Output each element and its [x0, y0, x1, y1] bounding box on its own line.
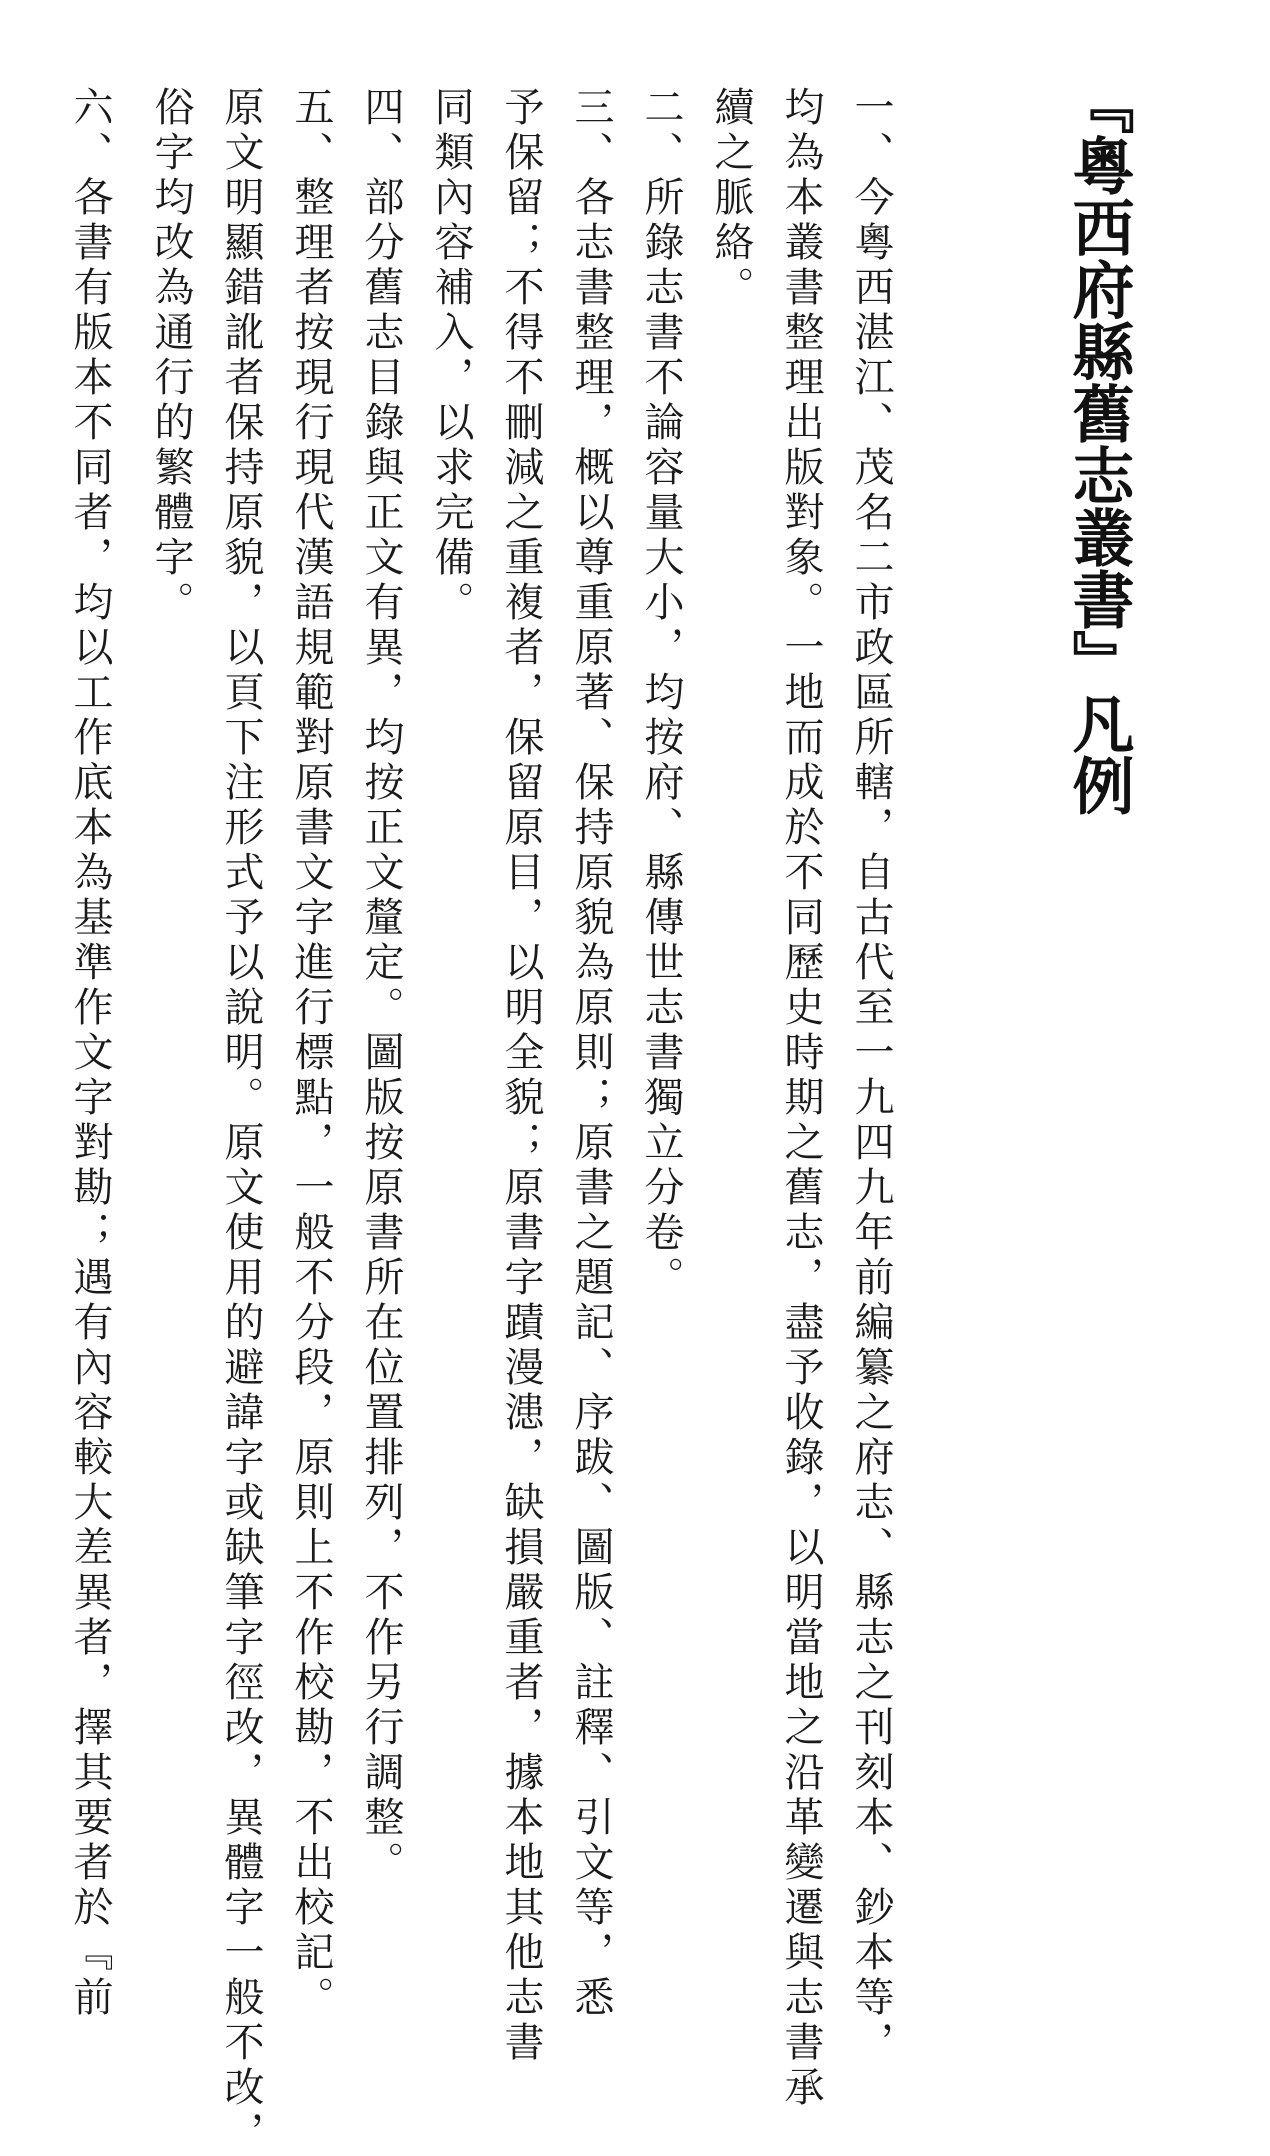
text-column-4: 二、所錄志書不論容量大小，均按府、縣傳世志書獨立分卷。 [638, 86, 684, 1301]
text-column-1: 一、今粵西湛江、茂名二市政區所轄，自古代至一九四九年前編纂之府志、縣志之刊刻本、鈔本等， [848, 86, 894, 2066]
text-column-10: 原文明顯錯訛者保持原貌，以頁下注形式予以說明。原文使用的避諱字或缺筆字徑改，異體字一般不改， [218, 86, 264, 2156]
page-title: 『粵西府縣舊志叢書』凡例 [1062, 72, 1135, 816]
text-column-8: 四、部分舊志目錄與正文有異，均按正文釐定。圖版按原書所在位置排列，不作另行調整。 [358, 86, 404, 1886]
text-column-7: 同類內容補入，以求完備。 [428, 86, 474, 626]
text-column-11: 俗字均改為通行的繁體字。 [148, 86, 194, 626]
text-column-2: 均為本叢書整理出版對象。一地而成於不同歷史時期之舊志，盡予收錄，以明當地之沿革變遷與志書承 [778, 86, 824, 2111]
text-column-5: 三、各志書整理，概以尊重原著、保持原貌為原則；原書之題記、序跋、圖版、註釋、引文等，悉 [568, 86, 614, 2021]
text-column-9: 五、整理者按現行現代漢語規範對原書文字進行標點，一般不分段，原則上不作校勘，不出校記。 [288, 86, 334, 2021]
text-column-6: 予保留；不得不刪減之重複者，保留原目，以明全貌；原書字蹟漫漶，缺損嚴重者，據本地其他志書 [498, 86, 544, 2066]
text-column-3: 續之脈絡。 [708, 86, 754, 311]
text-column-12: 六、各書有版本不同者，均以工作底本為基準作文字對勘；遇有內容較大差異者，擇其要者於『前 [67, 86, 113, 2021]
